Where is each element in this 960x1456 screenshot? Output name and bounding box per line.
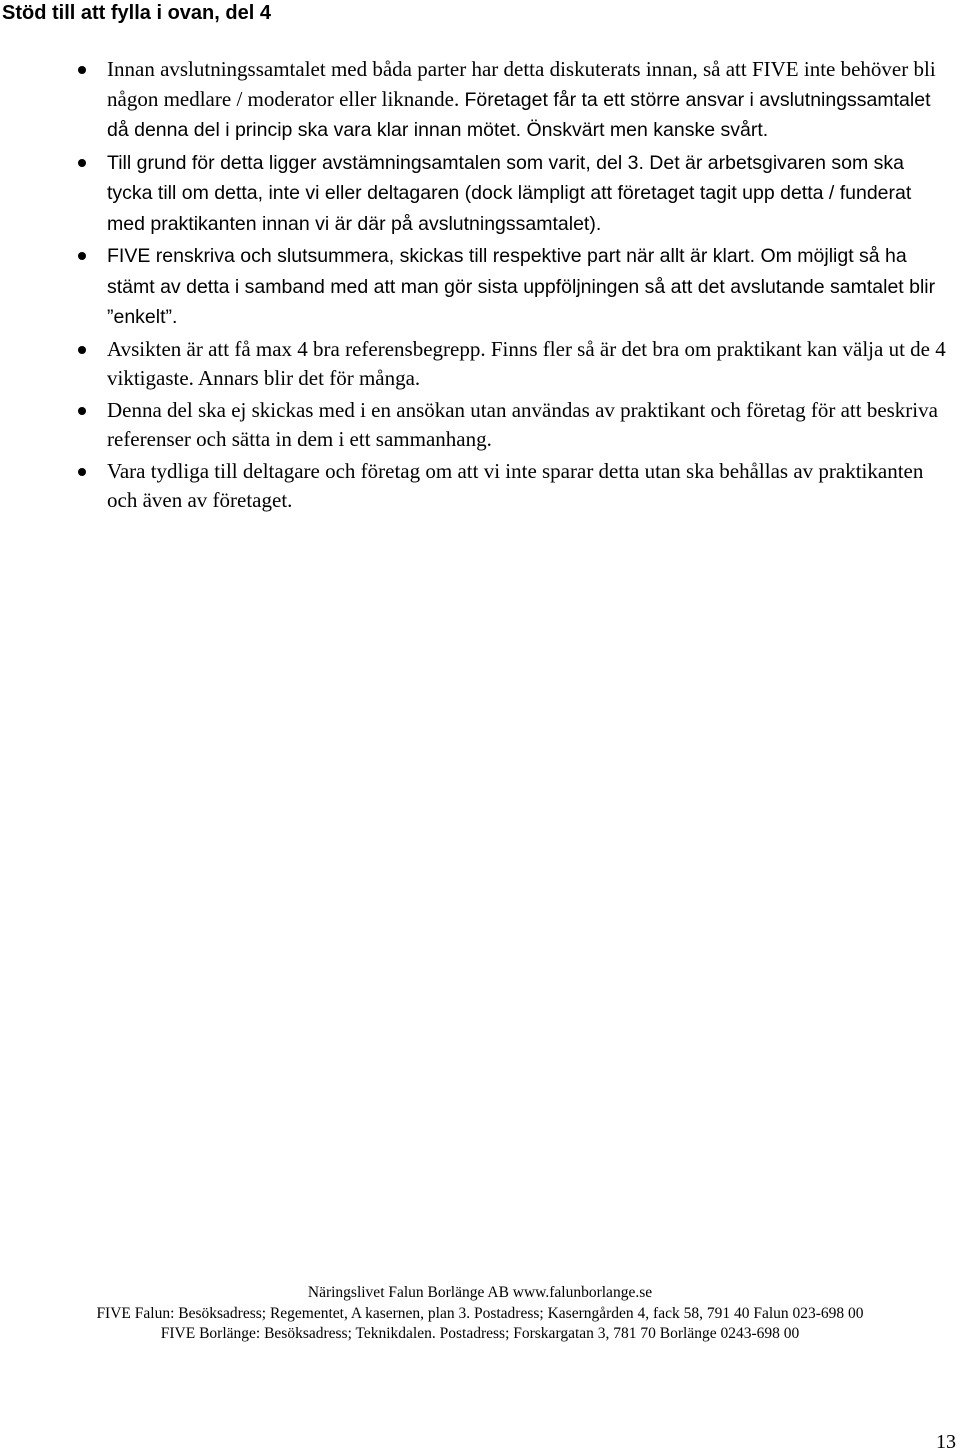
bullet-item-2 xyxy=(0,148,960,240)
footer-company-line: Näringslivet Falun Borlänge AB www.falunborlange.se xyxy=(307,1284,653,1301)
page-title: Stöd till att fylla i ovan, del 4 xyxy=(2,2,271,24)
bullet-item-5 xyxy=(0,396,960,455)
bullet-icon xyxy=(78,252,86,260)
bullet-1-text-a: Innan avslutningssamtalet med båda parter har detta diskuterats innan, så att FIVE inte behöver bli någon medlare / moderator eller liknande. xyxy=(107,57,936,111)
bullet-item-6 xyxy=(0,457,960,516)
bullet-3-text-a: FIVE renskriva och slutsummera, skickas till respektive part när allt är klart. xyxy=(107,245,761,267)
bullet-icon xyxy=(78,66,86,74)
bullet-5-text: Denna del ska ej skickas med i en ansökan utan användas av praktikant och företag för att beskriva referenser och sätta in dem i ett sammanhang. xyxy=(107,397,938,451)
footer-borlange-address: FIVE Borlänge: Besöksadress; Teknikdalen. Postadress; Forskargatan 3, 781 70 Borlänge 0243-698 00 xyxy=(160,1325,800,1342)
bullet-icon xyxy=(78,159,86,167)
bullet-icon xyxy=(78,468,86,476)
bullet-icon xyxy=(78,407,86,415)
bullet-3-text-b: Om möjligt så ha stämt av detta i samband med att man gör sista uppföljningen så att det avslutande samtalet blir ”enkelt”. xyxy=(107,245,936,328)
bullet-item-4 xyxy=(0,335,960,394)
bullet-icon xyxy=(78,346,86,354)
bullet-list xyxy=(0,55,960,518)
bullet-2-text: Till grund för detta ligger avstämningsamtalen som varit, del 3. Det är arbetsgivaren som ska tycka till om detta, inte vi eller deltagaren (dock lämpligt att företaget tagit upp detta / funderat med praktikanten innan vi är där på avslutningssamtalet). xyxy=(107,151,912,235)
page-footer xyxy=(0,1283,960,1345)
bullet-6-text: Vara tydliga till deltagare och företag om att vi inte sparar detta utan ska behållas av praktikanten och även av företaget. xyxy=(107,458,924,512)
bullet-item-1 xyxy=(0,55,960,146)
page-number: 13 xyxy=(936,1431,956,1453)
bullet-1-text-b: Företaget får ta ett större ansvar i avslutningssamtalet då denna del i princip ska vara klar innan mötet. Önskvärt men kanske svårt. xyxy=(107,88,931,141)
bullet-item-3 xyxy=(0,241,960,333)
bullet-4-text: Avsikten är att få max 4 bra referensbegrepp. Finns fler så är det bra om praktikant kan välja ut de 4 viktigaste. Annars blir det för många. xyxy=(107,336,946,390)
footer-falun-address: FIVE Falun: Besöksadress; Regementet, A kasernen, plan 3. Postadress; Kaserngården 4, fack 58, 791 40 Falun 023-698 00 xyxy=(96,1304,864,1322)
